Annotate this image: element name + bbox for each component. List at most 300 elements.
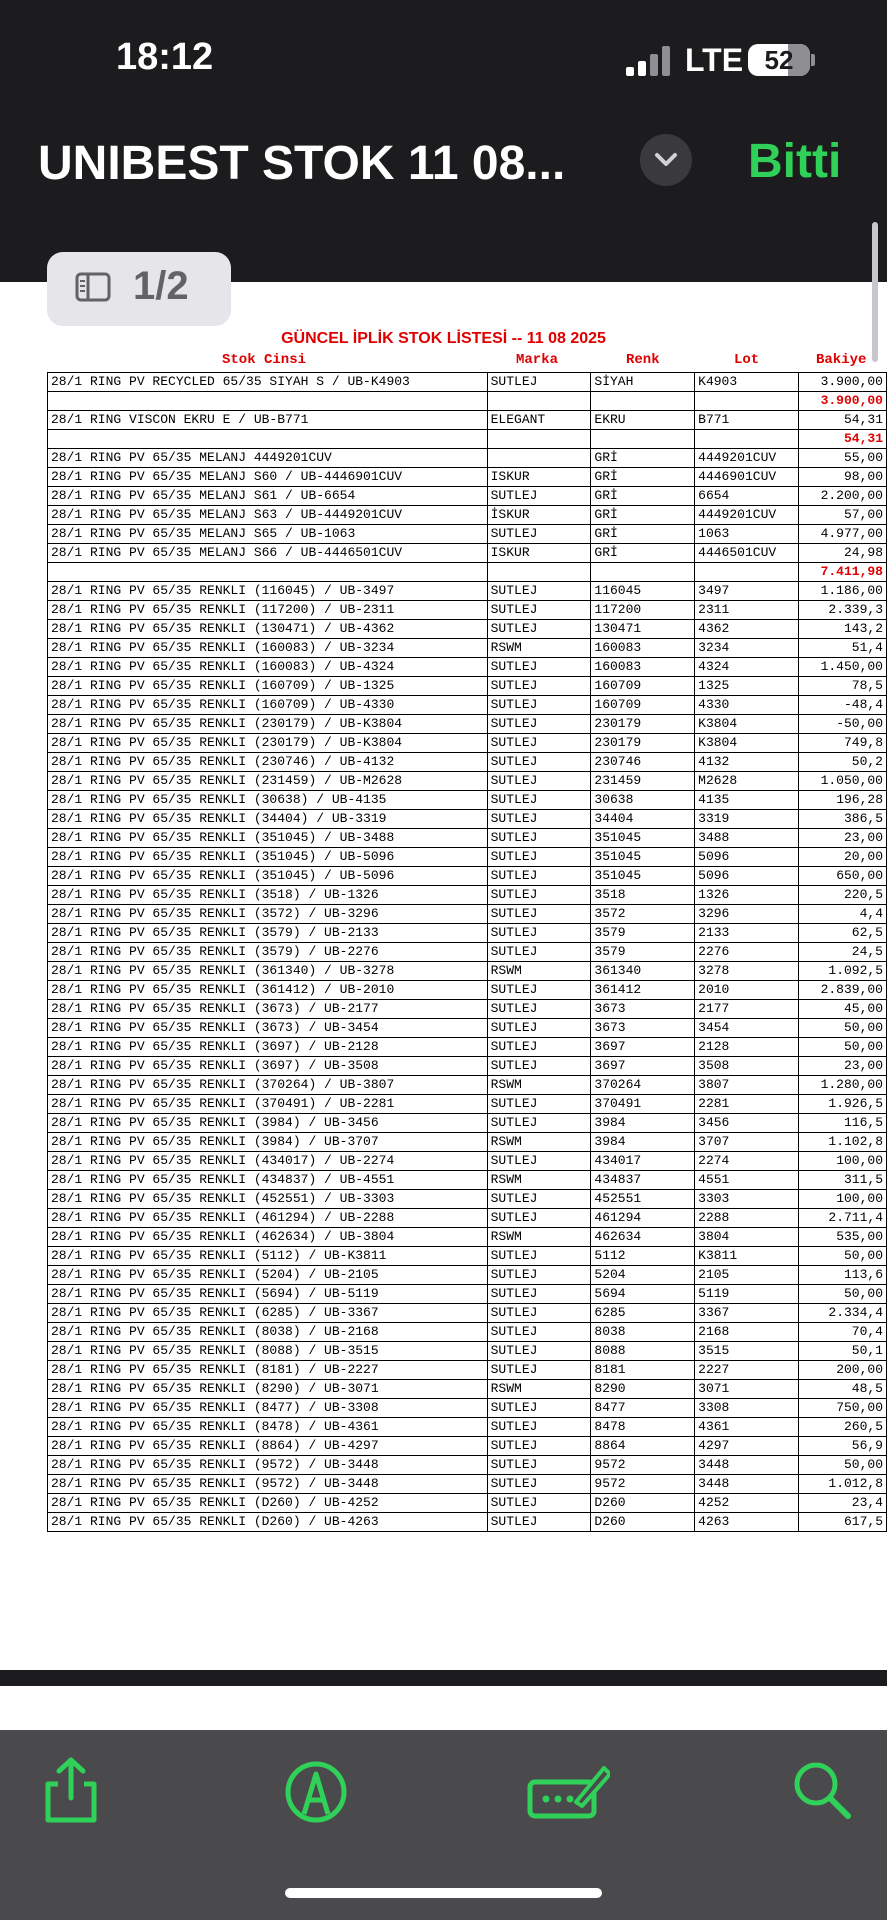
table-row <box>48 525 887 544</box>
cell-marka: SUTLEJ <box>487 1266 591 1285</box>
cell-marka: SUTLEJ <box>487 620 591 639</box>
cell-stok-cinsi: 28/1 RING PV 65/35 RENKLI (351045) / UB-5096 <box>48 867 488 886</box>
cell-lot: 4446901CUV <box>695 468 799 487</box>
cell-renk: 452551 <box>591 1190 695 1209</box>
cell-renk: 30638 <box>591 791 695 810</box>
cell-lot: 4449201CUV <box>695 506 799 525</box>
table-row <box>48 696 887 715</box>
cell-renk: 5112 <box>591 1247 695 1266</box>
cell-stok-cinsi: 28/1 RING PV 65/35 RENKLI (370264) / UB-3807 <box>48 1076 488 1095</box>
cell-lot: 3497 <box>695 582 799 601</box>
cell-lot: 4446501CUV <box>695 544 799 563</box>
search-button[interactable] <box>788 1756 858 1826</box>
stock-table <box>47 372 887 1532</box>
cell-stok-cinsi: 28/1 RING PV 65/35 RENKLI (361340) / UB-3278 <box>48 962 488 981</box>
table-row <box>48 1095 887 1114</box>
cell-lot: 3448 <box>695 1456 799 1475</box>
cell-renk: 160709 <box>591 677 695 696</box>
cell-marka: RSWM <box>487 1171 591 1190</box>
cell-renk: 160083 <box>591 658 695 677</box>
cell-lot: K3804 <box>695 715 799 734</box>
cell-stok-cinsi: 28/1 RING PV 65/35 MELANJ S66 / UB-4446501CUV <box>48 544 488 563</box>
cell-stok-cinsi: 28/1 RING PV 65/35 RENKLI (8290) / UB-3071 <box>48 1380 488 1399</box>
cell-lot: 3454 <box>695 1019 799 1038</box>
cell-marka: RSWM <box>487 1133 591 1152</box>
cell-marka: SUTLEJ <box>487 1057 591 1076</box>
cell-bakiye: 50,00 <box>799 1285 887 1304</box>
cell-marka: RSWM <box>487 962 591 981</box>
cell-renk: 351045 <box>591 829 695 848</box>
cell-marka: SUTLEJ <box>487 1323 591 1342</box>
pdf-page[interactable] <box>0 282 887 1670</box>
cell-lot: 2177 <box>695 1000 799 1019</box>
cell-lot: 4330 <box>695 696 799 715</box>
cell-bakiye: 116,5 <box>799 1114 887 1133</box>
cell-bakiye: 98,00 <box>799 468 887 487</box>
cell-bakiye: 7.411,98 <box>799 563 887 582</box>
cell-stok-cinsi: 28/1 RING PV 65/35 RENKLI (3572) / UB-3296 <box>48 905 488 924</box>
table-row <box>48 1304 887 1323</box>
cell-renk: 230746 <box>591 753 695 772</box>
cell-marka: SUTLEJ <box>487 1342 591 1361</box>
cell-stok-cinsi: 28/1 RING PV 65/35 RENKLI (8477) / UB-3308 <box>48 1399 488 1418</box>
cell-bakiye: 50,2 <box>799 753 887 772</box>
cell-marka <box>487 430 591 449</box>
cell-renk: 361340 <box>591 962 695 981</box>
cell-renk <box>591 563 695 582</box>
cell-bakiye: 1.280,00 <box>799 1076 887 1095</box>
cell-renk: 117200 <box>591 601 695 620</box>
table-row <box>48 1171 887 1190</box>
cell-renk: 434837 <box>591 1171 695 1190</box>
cell-marka: SUTLEJ <box>487 905 591 924</box>
cell-stok-cinsi: 28/1 RING PV 65/35 RENKLI (160083) / UB-3234 <box>48 639 488 658</box>
cell-marka: SUTLEJ <box>487 810 591 829</box>
pdf-page-2-preview[interactable] <box>0 1686 887 1730</box>
cell-stok-cinsi: 28/1 RING PV 65/35 RENKLI (230179) / UB-K3804 <box>48 734 488 753</box>
cell-stok-cinsi: 28/1 RING PV 65/35 RENKLI (3673) / UB-2177 <box>48 1000 488 1019</box>
cell-marka: ELEGANT <box>487 411 591 430</box>
cell-bakiye: 200,00 <box>799 1361 887 1380</box>
cell-renk: 351045 <box>591 867 695 886</box>
cell-marka <box>487 449 591 468</box>
cell-renk: 3579 <box>591 943 695 962</box>
cell-lot: 5096 <box>695 867 799 886</box>
table-row <box>48 905 887 924</box>
search-icon <box>788 1756 858 1826</box>
subtotal-row <box>48 563 887 582</box>
cell-lot: 2105 <box>695 1266 799 1285</box>
cell-renk: 9572 <box>591 1456 695 1475</box>
cell-lot: 2010 <box>695 981 799 1000</box>
cell-renk: 8038 <box>591 1323 695 1342</box>
cell-bakiye: 23,00 <box>799 1057 887 1076</box>
cell-marka: SUTLEJ <box>487 1038 591 1057</box>
cell-lot: 3448 <box>695 1475 799 1494</box>
table-row <box>48 1152 887 1171</box>
cell-marka: SUTLEJ <box>487 867 591 886</box>
table-row <box>48 1133 887 1152</box>
table-row <box>48 1399 887 1418</box>
cell-lot: 2276 <box>695 943 799 962</box>
table-row <box>48 449 887 468</box>
cell-marka: ISKUR <box>487 468 591 487</box>
battery-icon <box>748 44 810 76</box>
cell-lot: K3804 <box>695 734 799 753</box>
cell-lot: 2133 <box>695 924 799 943</box>
cell-marka: SUTLEJ <box>487 1494 591 1513</box>
cell-bakiye: 3.900,00 <box>799 373 887 392</box>
cell-renk: 434017 <box>591 1152 695 1171</box>
cell-renk: EKRU <box>591 411 695 430</box>
table-row <box>48 373 887 392</box>
table-row <box>48 1209 887 1228</box>
cell-stok-cinsi: 28/1 RING PV 65/35 RENKLI (34404) / UB-3319 <box>48 810 488 829</box>
cell-lot: 1326 <box>695 886 799 905</box>
cell-bakiye: 4,4 <box>799 905 887 924</box>
cell-lot: 3303 <box>695 1190 799 1209</box>
cell-bakiye: 1.450,00 <box>799 658 887 677</box>
cell-lot: 3278 <box>695 962 799 981</box>
cell-marka <box>487 563 591 582</box>
status-time: 18:12 <box>116 36 214 78</box>
table-row <box>48 639 887 658</box>
table-row <box>48 1000 887 1019</box>
cell-stok-cinsi: 28/1 RING PV 65/35 RENKLI (370491) / UB-2281 <box>48 1095 488 1114</box>
cell-lot: 5096 <box>695 848 799 867</box>
cell-bakiye: -50,00 <box>799 715 887 734</box>
table-row <box>48 772 887 791</box>
table-row <box>48 753 887 772</box>
network-type: LTE <box>685 42 744 78</box>
table-row <box>48 1437 887 1456</box>
cell-lot: 1325 <box>695 677 799 696</box>
cell-renk: 160709 <box>591 696 695 715</box>
cell-bakiye: 62,5 <box>799 924 887 943</box>
cell-renk: 461294 <box>591 1209 695 1228</box>
cell-bakiye: 1.926,5 <box>799 1095 887 1114</box>
cell-renk: D260 <box>591 1494 695 1513</box>
subtotal-row <box>48 430 887 449</box>
cell-renk <box>591 392 695 411</box>
cell-stok-cinsi: 28/1 RING PV 65/35 RENKLI (117200) / UB-2311 <box>48 601 488 620</box>
battery-level: 52 <box>764 45 794 75</box>
cell-lot <box>695 430 799 449</box>
table-row <box>48 848 887 867</box>
cell-lot: 3367 <box>695 1304 799 1323</box>
cell-stok-cinsi <box>48 392 488 411</box>
header-bakiye: Bakiye <box>816 352 867 368</box>
table-row <box>48 1266 887 1285</box>
cell-bakiye: 535,00 <box>799 1228 887 1247</box>
cell-renk: 116045 <box>591 582 695 601</box>
table-row <box>48 791 887 810</box>
cell-renk: 160083 <box>591 639 695 658</box>
cell-bakiye: 70,4 <box>799 1323 887 1342</box>
cell-stok-cinsi: 28/1 RING PV 65/35 RENKLI (5204) / UB-2105 <box>48 1266 488 1285</box>
cell-lot <box>695 563 799 582</box>
cell-bakiye: 23,00 <box>799 829 887 848</box>
table-row <box>48 1418 887 1437</box>
cell-marka: SUTLEJ <box>487 753 591 772</box>
cell-stok-cinsi: 28/1 RING PV 65/35 RENKLI (361412) / UB-2010 <box>48 981 488 1000</box>
table-row <box>48 962 887 981</box>
cell-stok-cinsi: 28/1 RING PV 65/35 RENKLI (462634) / UB-3804 <box>48 1228 488 1247</box>
cell-stok-cinsi: 28/1 RING PV 65/35 RENKLI (116045) / UB-3497 <box>48 582 488 601</box>
cell-stok-cinsi: 28/1 RING PV RECYCLED 65/35 SIYAH S / UB-K4903 <box>48 373 488 392</box>
cell-marka: SUTLEJ <box>487 1456 591 1475</box>
table-row <box>48 829 887 848</box>
subtotal-row <box>48 392 887 411</box>
cell-marka: RSWM <box>487 639 591 658</box>
cell-stok-cinsi: 28/1 RING PV 65/35 RENKLI (3579) / UB-2276 <box>48 943 488 962</box>
table-row <box>48 506 887 525</box>
sidebar-icon <box>75 272 111 302</box>
cell-bakiye: 50,1 <box>799 1342 887 1361</box>
cell-lot: 4252 <box>695 1494 799 1513</box>
cell-bakiye: 50,00 <box>799 1038 887 1057</box>
cell-lot: 3456 <box>695 1114 799 1133</box>
table-row <box>48 620 887 639</box>
markup-button[interactable] <box>281 1756 351 1826</box>
table-row <box>48 601 887 620</box>
cell-lot: 3515 <box>695 1342 799 1361</box>
cell-stok-cinsi: 28/1 RING PV 65/35 MELANJ S63 / UB-4449201CUV <box>48 506 488 525</box>
header-lot: Lot <box>734 352 760 368</box>
home-indicator[interactable] <box>285 1888 602 1898</box>
table-row <box>48 867 887 886</box>
battery-tip <box>811 54 815 66</box>
title-menu-button[interactable] <box>640 134 692 186</box>
table-row <box>48 1342 887 1361</box>
cell-lot: 3707 <box>695 1133 799 1152</box>
cell-stok-cinsi: 28/1 RING PV 65/35 RENKLI (30638) / UB-4135 <box>48 791 488 810</box>
cell-bakiye: 2.839,00 <box>799 981 887 1000</box>
cell-marka: SUTLEJ <box>487 1152 591 1171</box>
table-row <box>48 1057 887 1076</box>
page-divider <box>0 1670 887 1686</box>
cell-marka: SUTLEJ <box>487 1209 591 1228</box>
cell-renk: 361412 <box>591 981 695 1000</box>
cell-stok-cinsi: 28/1 RING PV 65/35 RENKLI (3697) / UB-2128 <box>48 1038 488 1057</box>
cell-bakiye: 220,5 <box>799 886 887 905</box>
table-row <box>48 1019 887 1038</box>
cell-lot: 3234 <box>695 639 799 658</box>
cell-lot: 4362 <box>695 620 799 639</box>
cell-renk: 130471 <box>591 620 695 639</box>
cell-renk: 9572 <box>591 1475 695 1494</box>
signature-button[interactable] <box>526 1756 610 1826</box>
cell-bakiye: 113,6 <box>799 1266 887 1285</box>
table-row <box>48 1247 887 1266</box>
table-row <box>48 924 887 943</box>
cell-stok-cinsi: 28/1 RING PV 65/35 RENKLI (230746) / UB-4132 <box>48 753 488 772</box>
signature-icon <box>526 1756 610 1826</box>
cell-stok-cinsi: 28/1 RING PV 65/35 RENKLI (130471) / UB-4362 <box>48 620 488 639</box>
cell-stok-cinsi: 28/1 RING PV 65/35 RENKLI (8864) / UB-4297 <box>48 1437 488 1456</box>
cell-bakiye: 1.186,00 <box>799 582 887 601</box>
cell-bakiye: 50,00 <box>799 1019 887 1038</box>
table-row <box>48 468 887 487</box>
cell-bakiye: 48,5 <box>799 1380 887 1399</box>
cell-stok-cinsi: 28/1 RING PV 65/35 MELANJ S60 / UB-4446901CUV <box>48 468 488 487</box>
table-row <box>48 1114 887 1133</box>
cell-lot: B771 <box>695 411 799 430</box>
page-indicator-button[interactable] <box>47 252 231 326</box>
cell-stok-cinsi: 28/1 RING PV 65/35 RENKLI (434837) / UB-4551 <box>48 1171 488 1190</box>
cell-stok-cinsi: 28/1 RING PV 65/35 RENKLI (5694) / UB-5119 <box>48 1285 488 1304</box>
cell-bakiye: 1.102,8 <box>799 1133 887 1152</box>
cell-lot: 3807 <box>695 1076 799 1095</box>
cell-marka: SUTLEJ <box>487 1304 591 1323</box>
cell-lot: 2311 <box>695 601 799 620</box>
cell-bakiye: 1.012,8 <box>799 1475 887 1494</box>
cell-renk: 8477 <box>591 1399 695 1418</box>
table-row <box>48 1038 887 1057</box>
cell-bakiye: 617,5 <box>799 1513 887 1532</box>
cell-marka: SUTLEJ <box>487 525 591 544</box>
cell-stok-cinsi: 28/1 RING PV 65/35 RENKLI (461294) / UB-2288 <box>48 1209 488 1228</box>
table-row <box>48 734 887 753</box>
cell-stok-cinsi: 28/1 RING PV 65/35 RENKLI (3984) / UB-3456 <box>48 1114 488 1133</box>
cell-renk: 3579 <box>591 924 695 943</box>
cell-renk: 3673 <box>591 1000 695 1019</box>
table-row <box>48 1361 887 1380</box>
cell-stok-cinsi <box>48 563 488 582</box>
done-button[interactable]: Bitti <box>748 135 842 188</box>
cell-marka: SUTLEJ <box>487 1418 591 1437</box>
cell-renk: 3518 <box>591 886 695 905</box>
table-row <box>48 1285 887 1304</box>
cell-bakiye: 2.200,00 <box>799 487 887 506</box>
cell-marka: SUTLEJ <box>487 696 591 715</box>
cell-stok-cinsi: 28/1 RING PV 65/35 RENKLI (8478) / UB-4361 <box>48 1418 488 1437</box>
table-row <box>48 544 887 563</box>
table-row <box>48 1228 887 1247</box>
cell-marka: SUTLEJ <box>487 677 591 696</box>
header-marka: Marka <box>516 352 559 368</box>
cell-lot <box>695 392 799 411</box>
cell-marka: SUTLEJ <box>487 981 591 1000</box>
cell-marka: SUTLEJ <box>487 1000 591 1019</box>
cell-bakiye: 749,8 <box>799 734 887 753</box>
cell-lot: 4449201CUV <box>695 449 799 468</box>
cell-stok-cinsi: 28/1 RING PV 65/35 RENKLI (160083) / UB-4324 <box>48 658 488 677</box>
cell-renk: GRİ <box>591 468 695 487</box>
cell-marka: SUTLEJ <box>487 1513 591 1532</box>
cell-lot: 2128 <box>695 1038 799 1057</box>
cell-bakiye: 54,31 <box>799 411 887 430</box>
cell-marka: SUTLEJ <box>487 848 591 867</box>
cell-bakiye: 386,5 <box>799 810 887 829</box>
cell-renk: 351045 <box>591 848 695 867</box>
cell-marka: SUTLEJ <box>487 601 591 620</box>
header-renk: Renk <box>626 352 660 368</box>
cell-marka: SUTLEJ <box>487 886 591 905</box>
cell-stok-cinsi: 28/1 RING PV 65/35 RENKLI (351045) / UB-5096 <box>48 848 488 867</box>
cell-stok-cinsi <box>48 430 488 449</box>
cell-lot: 4135 <box>695 791 799 810</box>
cell-bakiye: 78,5 <box>799 677 887 696</box>
cell-bakiye: 311,5 <box>799 1171 887 1190</box>
share-button[interactable] <box>38 1756 108 1826</box>
cellular-signal-icon <box>626 46 672 76</box>
cell-lot: 4551 <box>695 1171 799 1190</box>
cell-bakiye: 45,00 <box>799 1000 887 1019</box>
cell-marka <box>487 392 591 411</box>
cell-marka: SUTLEJ <box>487 1247 591 1266</box>
table-row <box>48 677 887 696</box>
cell-lot: 2288 <box>695 1209 799 1228</box>
markup-icon <box>281 1756 351 1826</box>
cell-renk: 230179 <box>591 715 695 734</box>
cell-stok-cinsi: 28/1 RING PV 65/35 RENKLI (D260) / UB-4263 <box>48 1513 488 1532</box>
cell-bakiye: 24,5 <box>799 943 887 962</box>
cell-lot: 4361 <box>695 1418 799 1437</box>
cell-renk: D260 <box>591 1513 695 1532</box>
table-row <box>48 1380 887 1399</box>
cell-marka: SUTLEJ <box>487 734 591 753</box>
cell-renk: 8181 <box>591 1361 695 1380</box>
table-row <box>48 658 887 677</box>
table-row <box>48 810 887 829</box>
table-row <box>48 1076 887 1095</box>
cell-marka: SUTLEJ <box>487 772 591 791</box>
cell-marka: SUTLEJ <box>487 829 591 848</box>
cell-marka: SUTLEJ <box>487 487 591 506</box>
cell-lot: 2274 <box>695 1152 799 1171</box>
cell-marka: SUTLEJ <box>487 1095 591 1114</box>
status-bar <box>0 0 887 120</box>
cell-marka: SUTLEJ <box>487 924 591 943</box>
cell-lot: 3804 <box>695 1228 799 1247</box>
cell-bakiye: 100,00 <box>799 1152 887 1171</box>
cell-bakiye: 2.339,3 <box>799 601 887 620</box>
table-row <box>48 886 887 905</box>
cell-bakiye: 24,98 <box>799 544 887 563</box>
cell-marka: SUTLEJ <box>487 1190 591 1209</box>
cell-bakiye: 54,31 <box>799 430 887 449</box>
scroll-indicator[interactable] <box>872 222 878 362</box>
cell-renk: 3984 <box>591 1133 695 1152</box>
cell-marka: İSKUR <box>487 506 591 525</box>
cell-marka: SUTLEJ <box>487 1019 591 1038</box>
document-title[interactable]: UNIBEST STOK 11 08... <box>38 137 566 190</box>
cell-lot: 3071 <box>695 1380 799 1399</box>
cell-marka: ISKUR <box>487 544 591 563</box>
cell-bakiye: -48,4 <box>799 696 887 715</box>
cell-lot: K3811 <box>695 1247 799 1266</box>
cell-bakiye: 750,00 <box>799 1399 887 1418</box>
cell-marka: SUTLEJ <box>487 1475 591 1494</box>
cell-stok-cinsi: 28/1 RING PV 65/35 MELANJ S61 / UB-6654 <box>48 487 488 506</box>
cell-renk: GRİ <box>591 506 695 525</box>
cell-renk: 370491 <box>591 1095 695 1114</box>
cell-renk: 3697 <box>591 1038 695 1057</box>
cell-bakiye: 1.092,5 <box>799 962 887 981</box>
cell-lot: 6654 <box>695 487 799 506</box>
cell-bakiye: 260,5 <box>799 1418 887 1437</box>
cell-renk: 8864 <box>591 1437 695 1456</box>
cell-renk: GRİ <box>591 544 695 563</box>
chevron-down-icon <box>640 134 692 186</box>
cell-stok-cinsi: 28/1 RING PV 65/35 RENKLI (D260) / UB-4252 <box>48 1494 488 1513</box>
cell-marka: RSWM <box>487 1228 591 1247</box>
cell-stok-cinsi: 28/1 RING PV 65/35 RENKLI (9572) / UB-3448 <box>48 1475 488 1494</box>
cell-bakiye: 196,28 <box>799 791 887 810</box>
cell-lot: 5119 <box>695 1285 799 1304</box>
cell-marka: SUTLEJ <box>487 373 591 392</box>
